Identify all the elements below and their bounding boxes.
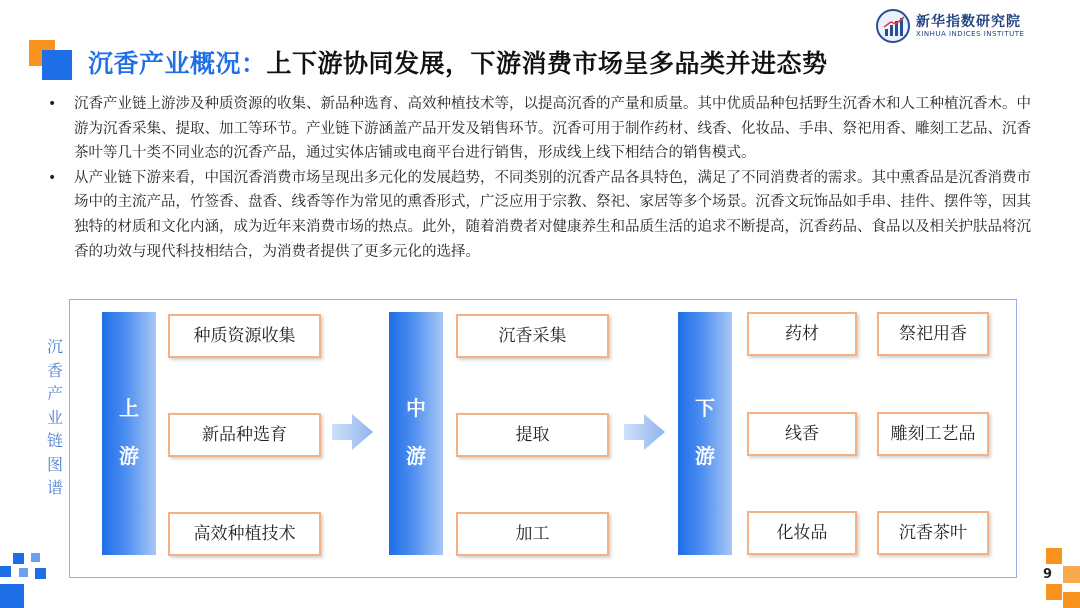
page-title-main: 上下游协同发展，下游消费市场呈多品类并进态势 (266, 49, 828, 78)
bullet-marker: • (48, 96, 57, 112)
logo-name-en: XINHUA INDICES INSTITUTE (916, 30, 1025, 38)
bullet-text: 从产业链下游来看，中国沉香消费市场呈现出多元化的发展趋势，不同类别的沉香产品各具特色，满足了不同消费者的需求。其中熏香品是沉香消费市场中的主流产品，竹签香、盘香、线香等作为常见的熏香形式，广泛应用于宗教、祭祀、家居等多个场景。沉香文玩饰品如手串、挂件、摆件等，因其独特的材质和文化内涵，成为近年来消费市场的热点。此外，随着消费者对健康养生和品质生活的追求不断提高，沉香药品、食品以及相关护肤品将沉香的功效与现代科技相结合，为消费者提供了更多元化的选择。 (74, 169, 1031, 260)
decoration-square (1063, 592, 1080, 608)
decoration-square (1063, 566, 1080, 583)
downstream-item-cosmetics: 化妆品 (747, 511, 857, 555)
page-title (88, 44, 828, 80)
decoration-square (1046, 548, 1062, 564)
xinhua-logo (876, 9, 1066, 43)
right-arrow-icon (332, 412, 374, 452)
bullet-list (48, 92, 1038, 264)
decoration-square (31, 553, 40, 562)
downstream-stage-label-1: 下 (695, 396, 715, 420)
midstream-item-collection: 沉香采集 (456, 314, 609, 358)
right-arrow-icon (624, 412, 666, 452)
xinhua-emblem-icon (876, 9, 910, 43)
downstream-item-line-incense: 线香 (747, 412, 857, 456)
midstream-stage (389, 312, 443, 555)
decoration-square (35, 568, 46, 579)
decoration-square (13, 553, 24, 564)
upstream-item-germplasm: 种质资源收集 (168, 314, 321, 358)
bullet-marker: • (48, 169, 57, 186)
decoration-square (0, 584, 24, 608)
corner-decoration-blue (42, 50, 72, 80)
upstream-item-planting: 高效种植技术 (168, 512, 321, 556)
downstream-stage-label-2: 游 (695, 444, 715, 468)
midstream-item-extraction: 提取 (456, 413, 609, 457)
bullet-item (48, 92, 1038, 166)
downstream-item-carving-craft: 雕刻工艺品 (877, 412, 989, 456)
downstream-stage (678, 312, 732, 555)
decoration-square (1046, 584, 1062, 600)
downstream-item-sacrificial-incense: 祭祀用香 (877, 312, 989, 356)
page-title-accent: 沉香产业概况： (88, 49, 267, 78)
decoration-square (19, 568, 28, 577)
downstream-item-agarwood-tea: 沉香茶叶 (877, 511, 989, 555)
bullet-text: 沉香产业链上游涉及种质资源的收集、新品种选育、高效种植技术等，以提高沉香的产量和质量。其中优质品种包括野生沉香木和人工种植沉香木。中游为沉香采集、提取、加工等环节。产业链下游涵盖产品开发及销售环节。沉香可用于制作药材、线香、化妆品、手串、祭祀用香、雕刻工艺品、沉香茶叶等几十类不同业态的沉香产品，通过实体店铺或电商平台进行销售，形成线上线下相结合的销售模式。 (74, 96, 1031, 162)
midstream-stage-label-2: 游 (406, 444, 426, 468)
decoration-square (0, 566, 11, 577)
upstream-stage (102, 312, 156, 555)
page-number: 9 (1043, 567, 1053, 582)
industry-chain-side-label: 沉香产业链图谱 (46, 337, 63, 497)
upstream-stage-label-1: 上 (119, 396, 139, 420)
midstream-item-processing: 加工 (456, 512, 609, 556)
upstream-item-breeding: 新品种选育 (168, 413, 321, 457)
bullet-item (48, 166, 1038, 264)
logo-name-cn: 新华指数研究院 (916, 14, 1021, 30)
downstream-item-medicine: 药材 (747, 312, 857, 356)
upstream-stage-label-2: 游 (119, 444, 139, 468)
midstream-stage-label-1: 中 (406, 396, 426, 420)
